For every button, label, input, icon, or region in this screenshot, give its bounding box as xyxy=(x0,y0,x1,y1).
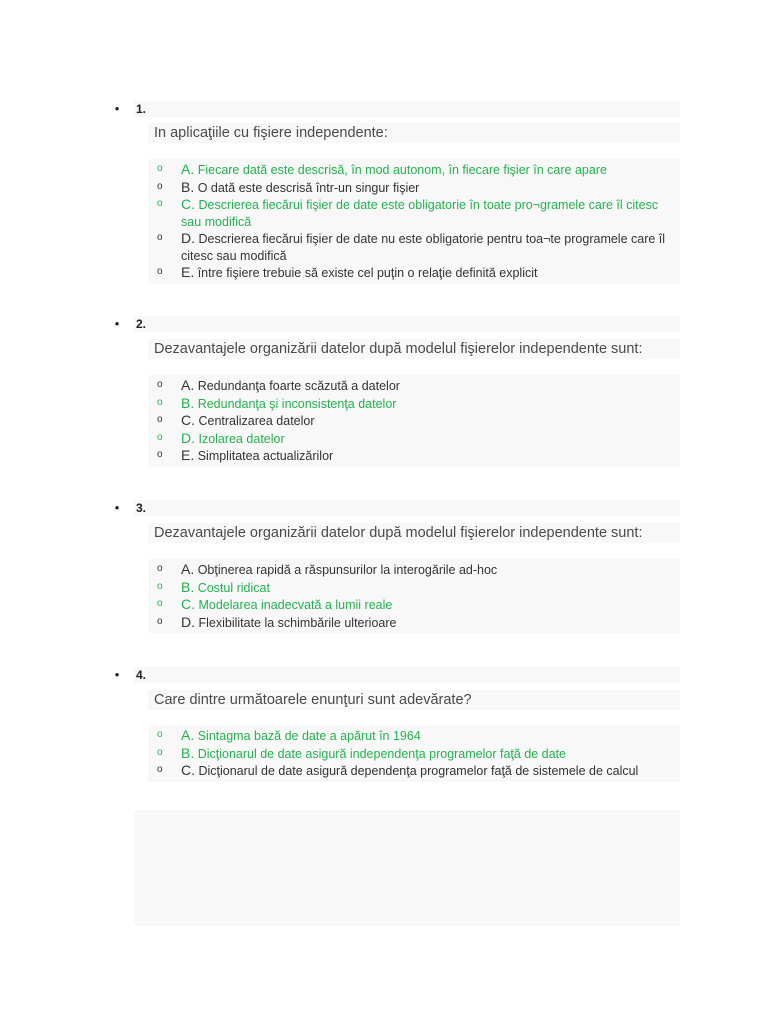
option-text: Dicţionarul de date asigură independenţa programelor faţă de date xyxy=(194,746,567,761)
option-d xyxy=(148,430,680,448)
option-letter: B. xyxy=(181,578,195,595)
option-b xyxy=(148,179,680,197)
option-text: Costul ridicat xyxy=(194,580,270,595)
option-b xyxy=(148,395,680,413)
option-bullet: o xyxy=(157,729,163,740)
option-bullet: o xyxy=(157,431,163,443)
option-d xyxy=(148,230,680,264)
option-letter: A. xyxy=(181,377,195,393)
empty-content-box xyxy=(134,810,680,926)
question-bullet: • xyxy=(114,101,120,116)
option-text: Fiecare dată este descrisă, în mod autonom, în fiecare fişier în care apare xyxy=(194,163,607,177)
option-letter: B. xyxy=(181,178,195,195)
option-text: Obţinerea rapidă a răspunsurilor la interogările ad-hoc xyxy=(194,563,498,577)
question-number: 1. xyxy=(136,102,147,116)
option-letter: E. xyxy=(181,447,195,463)
option-bullet: o xyxy=(157,563,163,574)
option-a xyxy=(148,727,680,745)
option-c xyxy=(148,196,680,230)
option-bullet: o xyxy=(157,163,163,174)
option-bullet: o xyxy=(157,746,163,758)
question-header xyxy=(134,316,680,332)
options-list xyxy=(148,159,680,284)
question-number: 2. xyxy=(136,317,147,331)
option-letter: C. xyxy=(181,596,195,612)
question-number: 4. xyxy=(136,668,147,682)
option-c xyxy=(148,596,680,614)
option-text: Modelarea inadecvată a lumii reale xyxy=(195,598,393,612)
option-text: Redundanţa foarte scăzută a datelor xyxy=(194,379,400,393)
option-bullet: o xyxy=(157,396,163,408)
option-letter: C. xyxy=(181,762,195,778)
question-stem: Dezavantajele organizării datelor după modelul fişierelor independente sunt: xyxy=(148,339,680,359)
option-bullet: o xyxy=(157,580,163,592)
question-stem: In aplicaţiile cu fişiere independente: xyxy=(148,123,680,143)
option-c xyxy=(148,762,680,780)
question-number: 3. xyxy=(136,501,147,515)
option-text: Descrierea fiecărui fişier de date nu este obligatorie pentru toa¬te programele care îl citesc sau modifică xyxy=(181,232,666,263)
question-header xyxy=(134,500,680,516)
option-bullet: o xyxy=(157,764,163,775)
option-e xyxy=(148,447,680,465)
option-bullet: o xyxy=(157,598,163,609)
option-text: Redundanţa şi inconsistenţa datelor xyxy=(194,396,397,411)
option-letter: A. xyxy=(181,161,195,177)
question-header xyxy=(134,667,680,683)
option-a xyxy=(148,561,680,579)
option-letter: B. xyxy=(181,744,195,761)
question-bullet: • xyxy=(114,316,120,331)
options-list xyxy=(148,559,680,633)
question-stem: Dezavantajele organizării datelor după modelul fişierelor independente sunt: xyxy=(148,523,680,543)
question-bullet: • xyxy=(114,500,120,515)
option-bullet: o xyxy=(157,180,163,192)
option-text: între fişiere trebuie să existe cel puţin o relaţie definită explicit xyxy=(194,266,538,280)
question-header xyxy=(134,101,680,117)
option-bullet: o xyxy=(157,266,163,277)
option-b xyxy=(148,745,680,763)
option-letter: A. xyxy=(181,727,195,743)
option-letter: A. xyxy=(181,561,195,577)
option-letter: E. xyxy=(181,264,195,280)
options-list xyxy=(148,375,680,467)
option-text: Centralizarea datelor xyxy=(195,414,315,428)
option-text: Sintagma bază de date a apărut în 1964 xyxy=(194,729,421,743)
option-a xyxy=(148,377,680,395)
option-bullet: o xyxy=(157,198,163,209)
question-stem: Care dintre următoarele enunţuri sunt adevărate? xyxy=(148,690,680,710)
option-bullet: o xyxy=(157,232,163,243)
option-letter: C. xyxy=(181,412,195,428)
option-b xyxy=(148,579,680,597)
option-bullet: o xyxy=(157,449,163,460)
option-letter: B. xyxy=(181,394,195,411)
option-letter: D. xyxy=(181,230,195,246)
question-bullet: • xyxy=(114,667,120,682)
option-text: Simplitatea actualizărilor xyxy=(194,449,334,463)
option-text: Dicţionarul de date asigură dependenţa programelor faţă de sistemele de calcul xyxy=(195,764,639,778)
option-letter: C. xyxy=(181,196,195,212)
option-bullet: o xyxy=(157,615,163,627)
option-a xyxy=(148,161,680,179)
option-bullet: o xyxy=(157,414,163,425)
option-letter: D. xyxy=(181,429,195,446)
option-bullet: o xyxy=(157,379,163,390)
option-e xyxy=(148,264,680,282)
option-text: O dată este descrisă într-un singur fişier xyxy=(194,180,420,195)
options-list xyxy=(148,725,680,782)
option-text: Izolarea datelor xyxy=(195,431,285,446)
option-c xyxy=(148,412,680,430)
option-text: Flexibilitate la schimbările ulterioare xyxy=(195,615,397,630)
option-text: Descrierea fiecărui fişier de date este obligatorie în toate pro¬gramele care îl citesc sau modifică xyxy=(181,198,659,229)
option-d xyxy=(148,614,680,632)
option-letter: D. xyxy=(181,613,195,630)
